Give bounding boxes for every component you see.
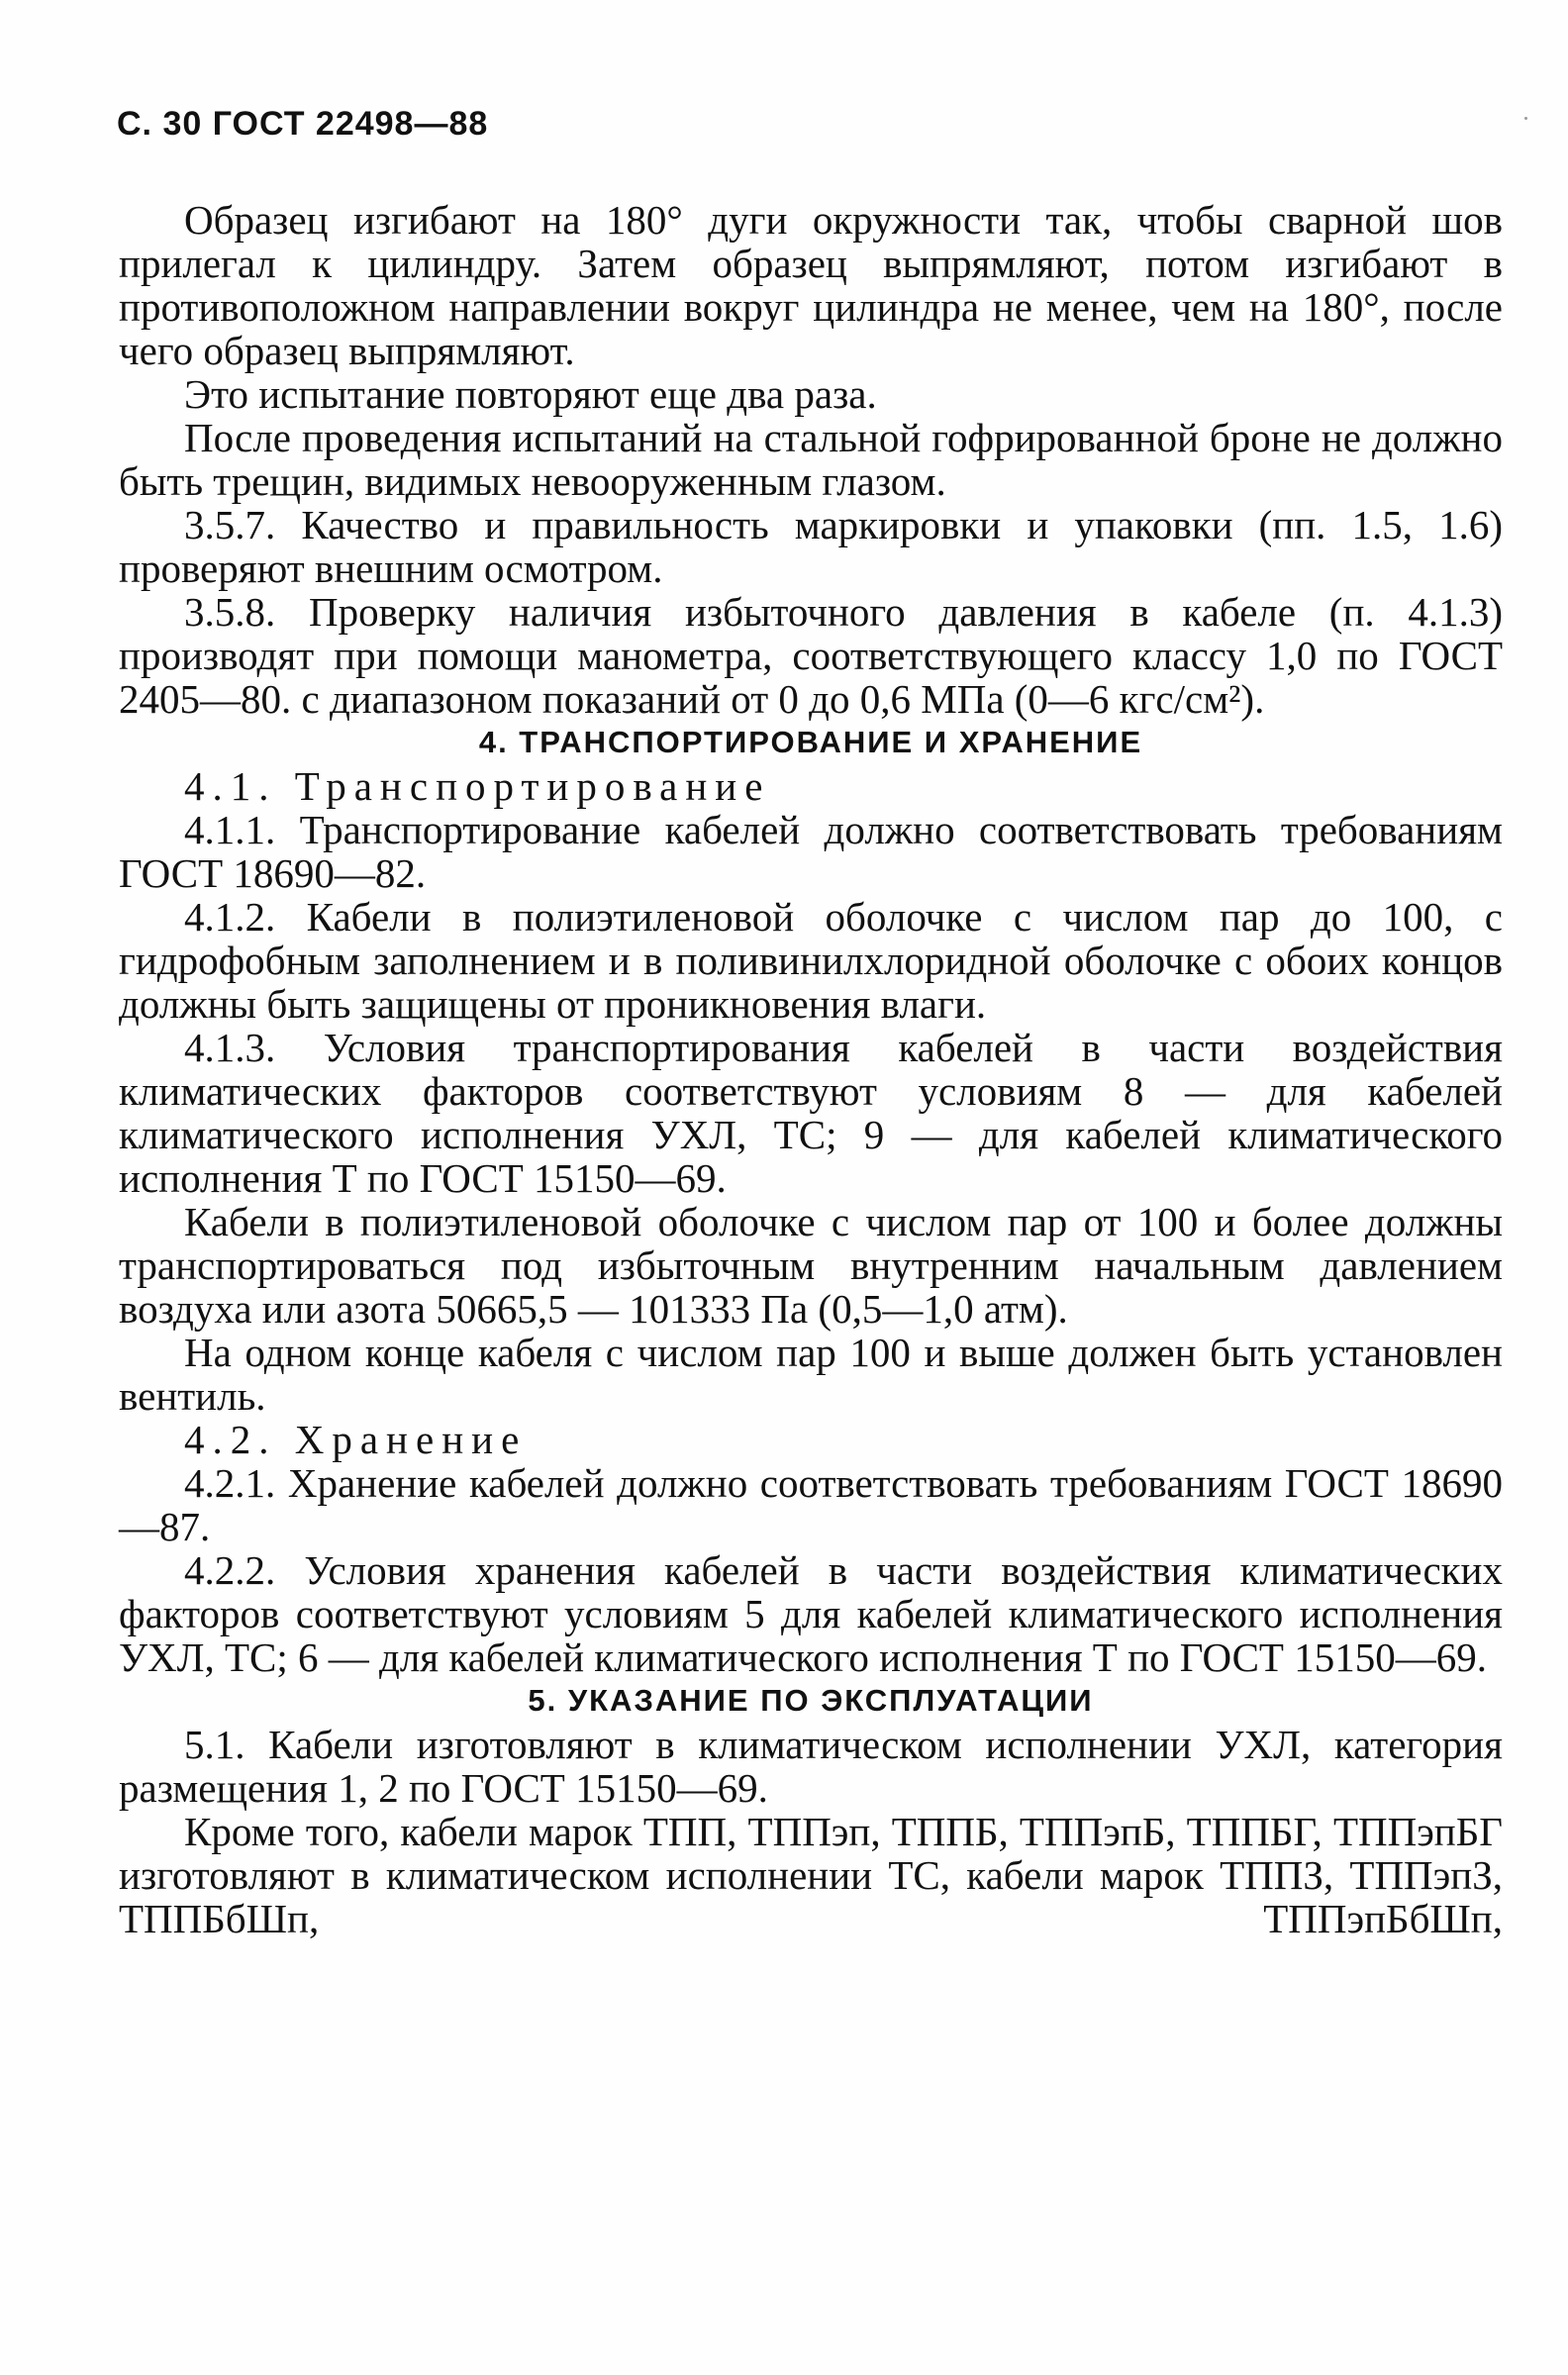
paragraph-3-5-7: 3.5.7. Качество и правильность маркировки и упаковки (пп. 1.5, 1.6) проверяют внешним осмотром. xyxy=(119,502,1503,591)
paragraph-valve: На одном конце кабеля с числом пар 100 и выше должен быть установлен вентиль. xyxy=(119,1330,1503,1419)
paragraph-4-1-3: 4.1.3. Условия транспортирования кабелей в части воздействия климатических факторов соответствуют условиям 8 — для кабелей климатического исполнения УХЛ, ТС; 9 — для кабелей климатического исполнения Т по ГОСТ 15150—69. xyxy=(119,1025,1503,1201)
subsection-4-2-title: 4.2. Хранение xyxy=(184,1417,528,1462)
subsection-4-1-title: 4.1. Транспортирование xyxy=(184,763,771,809)
paragraph-armor-result: После проведения испытаний на стальной гофрированной броне не должно быть трещин, видимых невооруженным глазом. xyxy=(119,415,1503,504)
paragraph-4-2-1: 4.2.1. Хранение кабелей должно соответствовать требованиям ГОСТ 18690—87. xyxy=(119,1460,1503,1549)
section-4-title: 4. ТРАНСПОРТИРОВАНИЕ И ХРАНЕНИЕ xyxy=(478,725,1143,759)
paragraph-transport-pressure: Кабели в полиэтиленовой оболочке с числом пар от 100 и более должны транспортироваться под избыточным внутренним начальным давлением воздуха или азота 50665,5 — 101333 Па (0,5—1,0 атм). xyxy=(119,1199,1503,1332)
paragraph-3-5-8: 3.5.8. Проверку наличия избыточного давления в кабеле (п. 4.1.3) производят при помощи манометра, соответствующего классу 1,0 по ГОСТ 2405—80. с диапазоном показаний от 0 до 0,6 МПа (0—6 кгс/см²). xyxy=(119,589,1503,722)
paragraph-climate-also: Кроме того, кабели марок ТПП, ТППэп, ТППБ, ТППэпБ, ТППБГ, ТППэпБГ изготовляют в климатическом исполнении ТС, кабели марок ТППЗ, ТППэпЗ, ТППБбШп, ТППэпБбШп, xyxy=(119,1809,1503,1941)
scan-speck xyxy=(1524,117,1527,120)
section-5-title: 5. УКАЗАНИЕ ПО ЭКСПЛУАТАЦИИ xyxy=(528,1683,1094,1718)
paragraph-5-1: 5.1. Кабели изготовляют в климатическом исполнении УХЛ, категория размещения 1, 2 по ГОСТ 15150—69. xyxy=(119,1722,1503,1811)
paragraph-4-2-2: 4.2.2. Условия хранения кабелей в части воздействия климатических факторов соответствуют условиям 5 для кабелей климатического исполнения УХЛ, ТС; 6 — для кабелей климатического исполнения Т по ГОСТ 15150—69. xyxy=(119,1547,1503,1680)
paragraph-repeat-test: Это испытание повторяют еще два раза. xyxy=(184,371,877,417)
document-body xyxy=(119,198,1503,1940)
paragraph-bend-test: Образец изгибают на 180° дуги окружности так, чтобы сварной шов прилегал к цилиндру. Затем образец выпрямляют, потом изгибают в противоположном направлении вокруг цилиндра не менее, чем на 180°, после чего образец выпрямляют. xyxy=(119,197,1503,373)
paragraph-4-1-2: 4.1.2. Кабели в полиэтиленовой оболочке с числом пар до 100, с гидрофобным заполнением и в поливинилхлоридной оболочке с обоих концов должны быть защищены от проникновения влаги. xyxy=(119,894,1503,1027)
paragraph-4-1-1: 4.1.1. Транспортирование кабелей должно соответствовать требованиям ГОСТ 18690—82. xyxy=(119,807,1503,896)
page-header: С. 30 ГОСТ 22498—88 xyxy=(117,105,489,143)
